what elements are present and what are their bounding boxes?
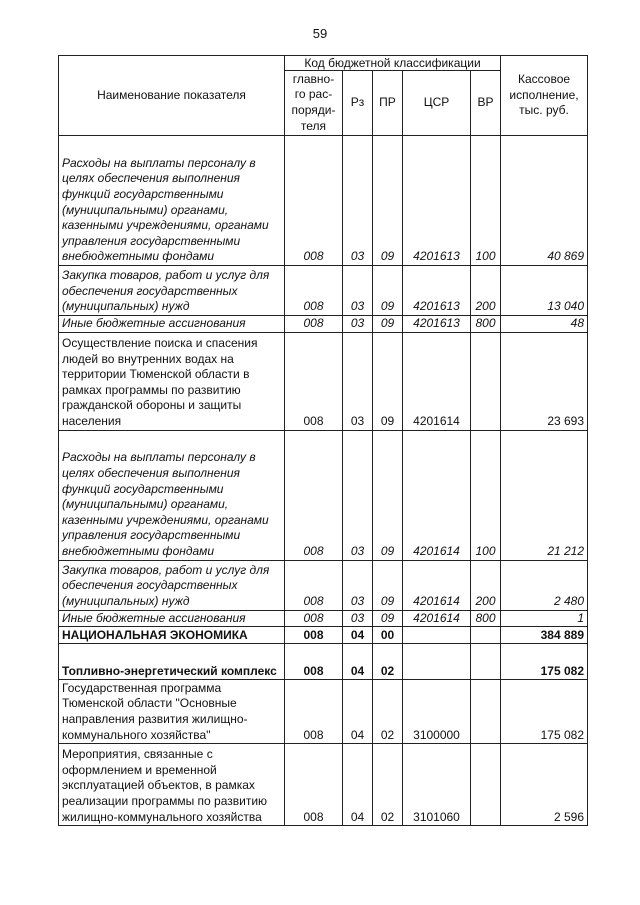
table-row (59, 332, 588, 430)
header-pr: ПР (373, 71, 403, 136)
row-vr: 200 (471, 266, 501, 316)
row-amount: 48 (501, 316, 588, 333)
row-pr: 09 (373, 136, 403, 266)
row-csr: 4201613 (403, 266, 471, 316)
header-rz: Рз (343, 71, 373, 136)
row-pr: 00 (373, 627, 403, 644)
row-rz: 04 (343, 644, 373, 680)
row-rz: 04 (343, 627, 373, 644)
row-pr: 09 (373, 316, 403, 333)
row-amount: 175 082 (501, 680, 588, 744)
row-amount: 1 (501, 610, 588, 627)
header-csr: ЦСР (403, 71, 471, 136)
header-amount: Кассовое исполнение, тыс. руб. (501, 56, 588, 136)
row-glavny: 008 (285, 316, 343, 333)
row-glavny: 008 (285, 744, 343, 826)
row-rz: 03 (343, 266, 373, 316)
row-csr: 4201614 (403, 332, 471, 430)
row-rz: 03 (343, 430, 373, 560)
row-name: Осуществление поиска и спасения людей во внутренних водах на территории Тюменской области в рамках программы по развитию гражданской обороны и защиты населения (59, 332, 285, 430)
row-csr: 3101060 (403, 744, 471, 826)
row-name: Топливно-энергетический комплекс (59, 644, 285, 680)
table-row (59, 316, 588, 333)
row-csr: 4201613 (403, 136, 471, 266)
row-glavny: 008 (285, 332, 343, 430)
row-vr: 200 (471, 560, 501, 610)
row-vr (471, 644, 501, 680)
row-amount: 384 889 (501, 627, 588, 644)
row-csr (403, 644, 471, 680)
row-amount: 21 212 (501, 430, 588, 560)
row-name: Расходы на выплаты персоналу в целях обеспечения выполнения функций государственными (муниципальными) органами, казенными учреждениями, органами управления государственными внебюджетными фондами (59, 430, 285, 560)
row-name: Расходы на выплаты персоналу в целях обеспечения выполнения функций государственными (муниципальными) органами, казенными учреждениями, органами управления государственными внебюджетными фондами (59, 136, 285, 266)
row-pr: 09 (373, 430, 403, 560)
header-code-group: Код бюджетной классификации (285, 56, 501, 71)
row-amount: 23 693 (501, 332, 588, 430)
row-vr: 100 (471, 136, 501, 266)
row-glavny: 008 (285, 266, 343, 316)
row-pr: 02 (373, 744, 403, 826)
table-row (59, 627, 588, 644)
header-row-top (59, 56, 588, 71)
row-csr: 4201614 (403, 610, 471, 627)
row-pr: 09 (373, 610, 403, 627)
row-csr: 4201613 (403, 316, 471, 333)
row-vr (471, 332, 501, 430)
row-vr (471, 744, 501, 826)
row-vr: 100 (471, 430, 501, 560)
table-row (59, 610, 588, 627)
row-name: Мероприятия, связанные с оформлением и временной эксплуатацией объектов, в рамках реализации программы по развитию жилищно-коммунального хозяйства (59, 744, 285, 826)
row-vr: 800 (471, 316, 501, 333)
row-glavny: 008 (285, 560, 343, 610)
row-csr (403, 627, 471, 644)
row-glavny: 008 (285, 610, 343, 627)
row-vr (471, 680, 501, 744)
budget-table (58, 55, 588, 826)
table-row (59, 644, 588, 680)
table-row (59, 430, 588, 560)
row-vr: 800 (471, 610, 501, 627)
row-name: Государственная программа Тюменской области "Основные направления развития жилищно-коммунального хозяйства" (59, 680, 285, 744)
row-name: Иные бюджетные ассигнования (59, 610, 285, 627)
row-name: Закупка товаров, работ и услуг для обеспечения государственных (муниципальных) нужд (59, 560, 285, 610)
row-glavny: 008 (285, 136, 343, 266)
row-glavny: 008 (285, 644, 343, 680)
row-rz: 03 (343, 610, 373, 627)
row-amount: 2 480 (501, 560, 588, 610)
row-pr: 02 (373, 680, 403, 744)
row-vr (471, 627, 501, 644)
row-name: Иные бюджетные ассигнования (59, 316, 285, 333)
row-glavny: 008 (285, 430, 343, 560)
row-rz: 03 (343, 136, 373, 266)
table-row (59, 266, 588, 316)
row-rz: 03 (343, 332, 373, 430)
row-pr: 09 (373, 560, 403, 610)
row-amount: 175 082 (501, 644, 588, 680)
row-name: Закупка товаров, работ и услуг для обеспечения государственных (муниципальных) нужд (59, 266, 285, 316)
table-row (59, 560, 588, 610)
table-row (59, 744, 588, 826)
row-csr: 4201614 (403, 430, 471, 560)
row-rz: 03 (343, 560, 373, 610)
row-rz: 04 (343, 680, 373, 744)
row-amount: 2 596 (501, 744, 588, 826)
row-pr: 02 (373, 644, 403, 680)
row-amount: 40 869 (501, 136, 588, 266)
header-glavny: главно-го рас-поряди-теля (285, 71, 343, 136)
row-rz: 03 (343, 316, 373, 333)
row-rz: 04 (343, 744, 373, 826)
row-csr: 3100000 (403, 680, 471, 744)
row-pr: 09 (373, 332, 403, 430)
row-pr: 09 (373, 266, 403, 316)
row-amount: 13 040 (501, 266, 588, 316)
row-csr: 4201614 (403, 560, 471, 610)
row-glavny: 008 (285, 680, 343, 744)
header-name: Наименование показателя (59, 56, 285, 136)
row-name: НАЦИОНАЛЬНАЯ ЭКОНОМИКА (59, 627, 285, 644)
header-vr: ВР (471, 71, 501, 136)
row-glavny: 008 (285, 627, 343, 644)
table-row (59, 136, 588, 266)
page-number: 59 (312, 26, 328, 41)
table-row (59, 680, 588, 744)
